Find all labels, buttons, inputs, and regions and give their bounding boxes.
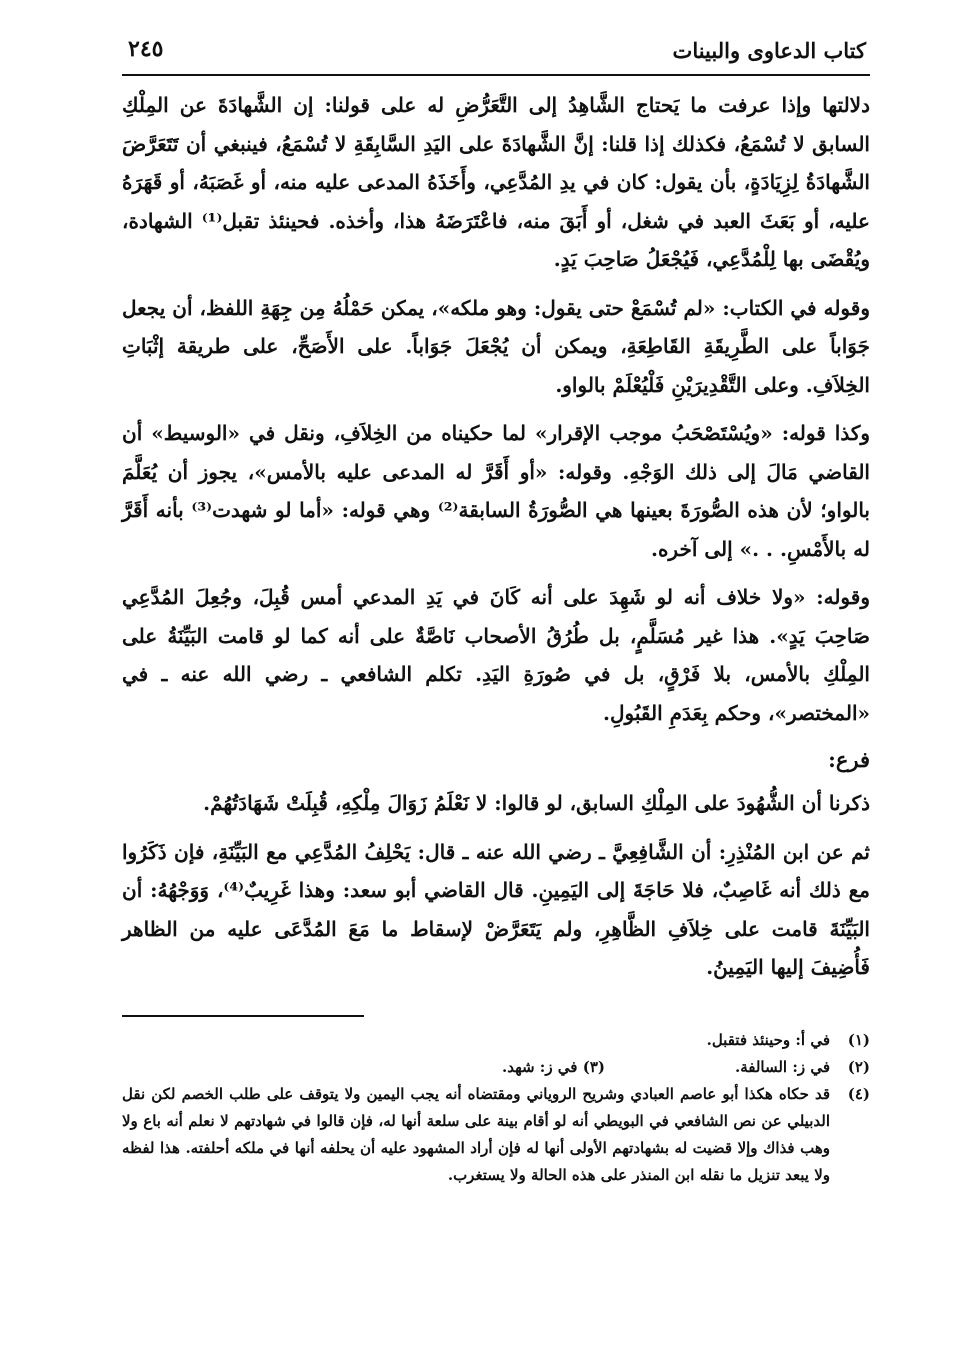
- section-heading: فرع:: [828, 747, 870, 772]
- footnote-number: (٤): [847, 1084, 870, 1103]
- footnote-text: في أ: وحينئذ فتقبل.: [706, 1030, 830, 1049]
- footnote-divider: [122, 1015, 364, 1017]
- book-title: كتاب الدعاوى والبينات: [672, 38, 866, 63]
- footnote-text: في ز: السالفة.: [734, 1057, 830, 1076]
- paragraph: ذكرنا أن الشُّهُودَ على المِلْكِ السابق، لو قالوا: لا نَعْلَمُ زَوَالَ مِلْكِهِ، قُبِلَتْ شَهَادَتُهُمْ.: [203, 791, 870, 815]
- paragraph: ثم عن ابن المُنْذِرِ: أن الشَّافِعِيَّ ـ رضي الله عنه ـ قال: يَحْلِفُ المُدَّعِي مع البَيِّنَةِ، فإن ذَكَرُوا مع ذلك أنه غَاصِبٌ، فلا حَاجَةَ إلى اليَمِينِ. قال القاضي أبو سعد: وهذا غَرِيبٌ⁽⁴⁾، وَوَجْهُهُ: أن البَيِّنَةَ قامت على خِلاَفِ الظَّاهِرِ، ولم يَتَعَرَّضْ لإسقاط ما مَعَ المُدَّعَى عليه من الظاهر فَأُضِيفَ إليها اليَمِينُ.: [122, 839, 870, 979]
- footnotes: [122, 1027, 870, 1189]
- footnote-inline: [502, 1054, 605, 1081]
- footnote-text: قد حكاه هكذا أبو عاصم العبادي وشريح الروياني ومقتضاه أنه يجب اليمين ولا يتوقف على طلب الخصم لكن نقل الدبيلي عن نص الشافعي في البويطي أنه لو أقام بينة على سلعة أنها له، فإن قالوا في شهادتهم لا نعلم أنه باع ولا وهب فذاك وإلا قضيت له بشهادتهم الأولى أنها له فإن أراد المشهود عليه أن يحلفه أنها في ملكه أحلفته. هذا لفظه ولا يبعد تنزيل ما نقله ابن المنذر على هذه الحالة ولا يستغرب.: [122, 1084, 830, 1184]
- paragraph: وقوله: «ولا خلاف أنه لو شَهِدَ على أنه كَانَ في يَدِ المدعي أمس قُبِلَ، وجُعِلَ المُدَّعِي صَاحِبَ يَدٍ». هذا غير مُسَلَّمٍ، بل طُرُقُ الأصحاب نَاصَّةٌ على أنه كما لو قامت البَيِّنَةُ على المِلْكِ بالأمس، بلا فَرْقٍ، بل في صُورَةِ اليَدِ. تكلم الشافعي ـ رضي الله عنه ـ في «المختصر»، وحكم بِعَدَمِ القَبُولِ.: [122, 585, 870, 725]
- paragraph: وكذا قوله: «ويُسْتَصْحَبُ موجب الإقرار» لما حكيناه من الخِلاَفِ، ونقل في «الوسيط» أن القاضي مَالَ إلى ذلك الوَجْهِ. وقوله: «أو أَقَرَّ له المدعى عليه بالأمس»، يجوز أن يُعَلَّمَ بالواو؛ لأن هذه الصُّورَةَ بعينها هي الصُّورَةُ السابقة⁽²⁾ وهي قوله: «أما لو شهدت⁽³⁾ بأنه أَقَرَّ له بالأَمْسِ. . .» إلى آخره.: [122, 421, 870, 561]
- footnote-number: (١): [847, 1030, 870, 1049]
- running-header: [122, 34, 870, 76]
- footnote-number: (٢): [847, 1057, 870, 1076]
- paragraph: وقوله في الكتاب: «لم تُسْمَعْ حتى يقول: وهو ملكه»، يمكن حَمْلُهُ مِن جِهَةِ اللفظ، أن يجعل جَوَاباً على الطَّرِيقَةِ القَاطِعَةِ، ويمكن أن يُجْعَلَ جَوَاباً. على الأَصَحِّ، على طريقة إثْبَاتِ الخِلاَفِ. وعلى التَّقْدِيرَيْنِ فَلْيُعْلَمْ بالواو.: [122, 295, 870, 397]
- paragraph: دلالتها وإذا عرفت ما يَحتاج الشَّاهِدُ إلى التَّعَرُّضِ له على قولنا: إن الشَّهادَةَ عن المِلْكِ السابق لا تُسْمَعُ، فكذلك إذا قلنا: إنَّ الشَّهادَةَ على اليَدِ السَّابِقَةِ لا تُسْمَعُ، فينبغي أن تَتَعَرَّضَ الشَّهادَةُ لِزِيَادَةٍ، بأن يقول: كان في يدِ المُدَّعِي، وأَخَذَهُ المدعى عليه منه، أو غَصَبَهُ، أو قَهَرَهُ عليه، أو بَعَثَ العبد في شغل، أو أَبَقَ منه، فاعْتَرَضَهُ هذا، وأخذه. فحينئذ تقبل⁽¹⁾ الشهادة، ويُقْضَى بها لِلْمُدَّعِي، فَيُجْعَلُ صَاحِبَ يَدٍ.: [122, 93, 870, 271]
- footnote: [122, 1081, 870, 1189]
- page-number: ٢٤٥: [128, 36, 164, 62]
- footnote: [122, 1027, 870, 1054]
- footnote-text: في ز: شهد.: [501, 1057, 578, 1076]
- footnote-number: (٣): [582, 1057, 605, 1076]
- book-page: [122, 34, 870, 1189]
- main-text: [122, 86, 870, 987]
- footnote-row: [122, 1054, 870, 1081]
